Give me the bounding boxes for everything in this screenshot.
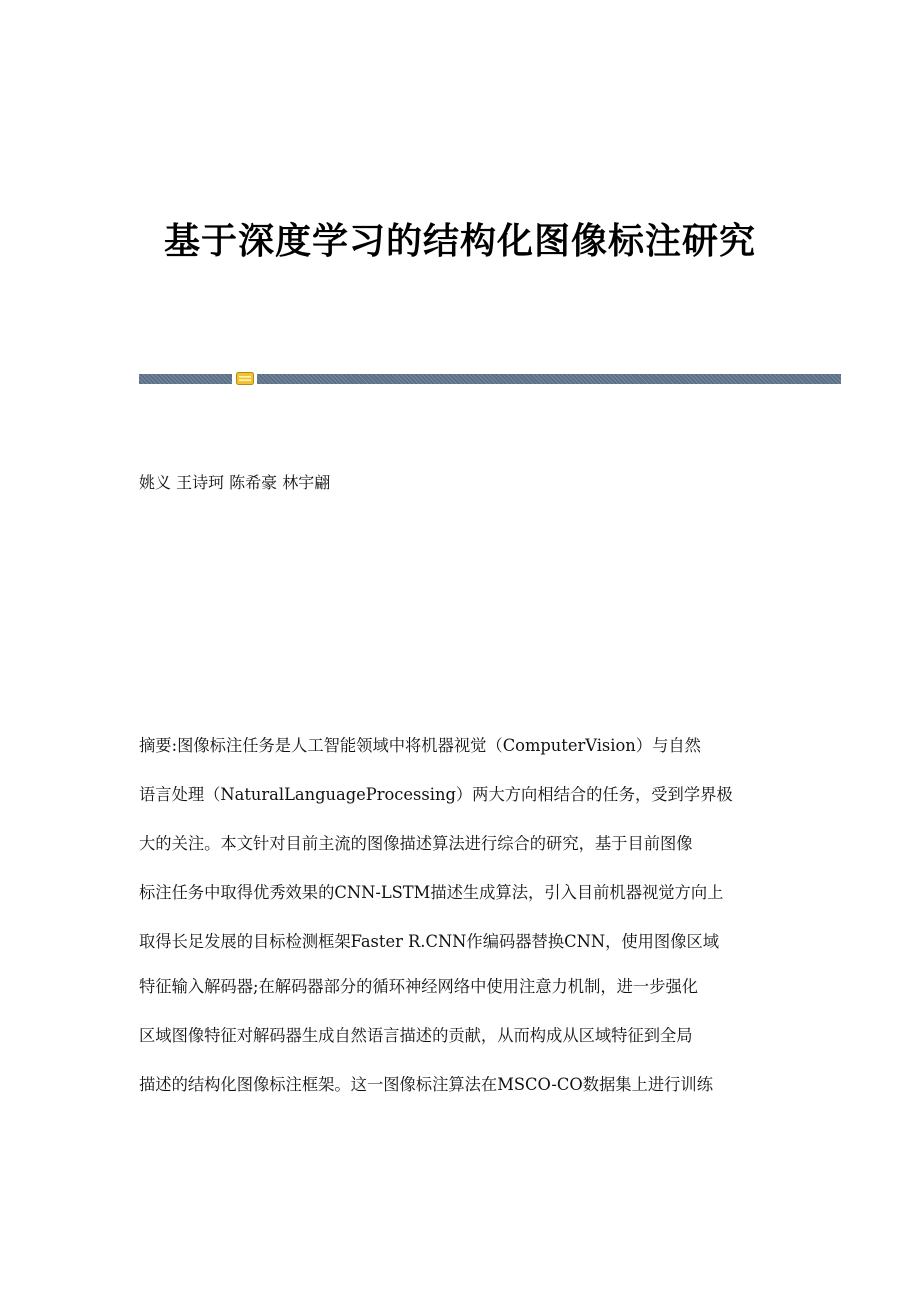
abstract-label: 摘要: [139, 736, 178, 755]
abstract-line: 标注任务中取得优秀效果的CNN-LSTM描述生成算法，引入目前机器视觉方向上 [139, 883, 724, 902]
abstract-line: 区域图像特征对解码器生成自然语言描述的贡献，从而构成从区域特征到全局 [139, 1026, 693, 1045]
authors: 姚义 王诗珂 陈希豪 林宇翩 [139, 473, 331, 492]
title-divider-right [257, 374, 841, 384]
abstract-line: 大的关注。本文针对目前主流的图像描述算法进行综合的研究，基于目前图像 [139, 834, 693, 853]
abstract-line: 语言处理（NaturalLanguageProcessing）两大方向相结合的任务，受到学界极 [139, 785, 733, 804]
abstract-line: 描述的结构化图像标注框架。这一图像标注算法在MSCO-CO数据集上进行训练 [139, 1075, 713, 1094]
abstract-line [139, 734, 779, 758]
title-divider-left [139, 374, 232, 384]
abstract-line: 取得长足发展的目标检测框架Faster R.CNN作编码器替换CNN，使用图像区域 [139, 932, 720, 951]
abstract-line-text: 图像标注任务是人工智能领域中将机器视觉（ComputerVision）与自然 [177, 736, 701, 755]
abstract-line: 特征输入解码器;在解码器部分的循环神经网络中使用注意力机制，进一步强化 [139, 977, 699, 996]
divider-emblem-icon [236, 372, 254, 385]
page-title: 基于深度学习的结构化图像标注研究 [163, 221, 756, 262]
